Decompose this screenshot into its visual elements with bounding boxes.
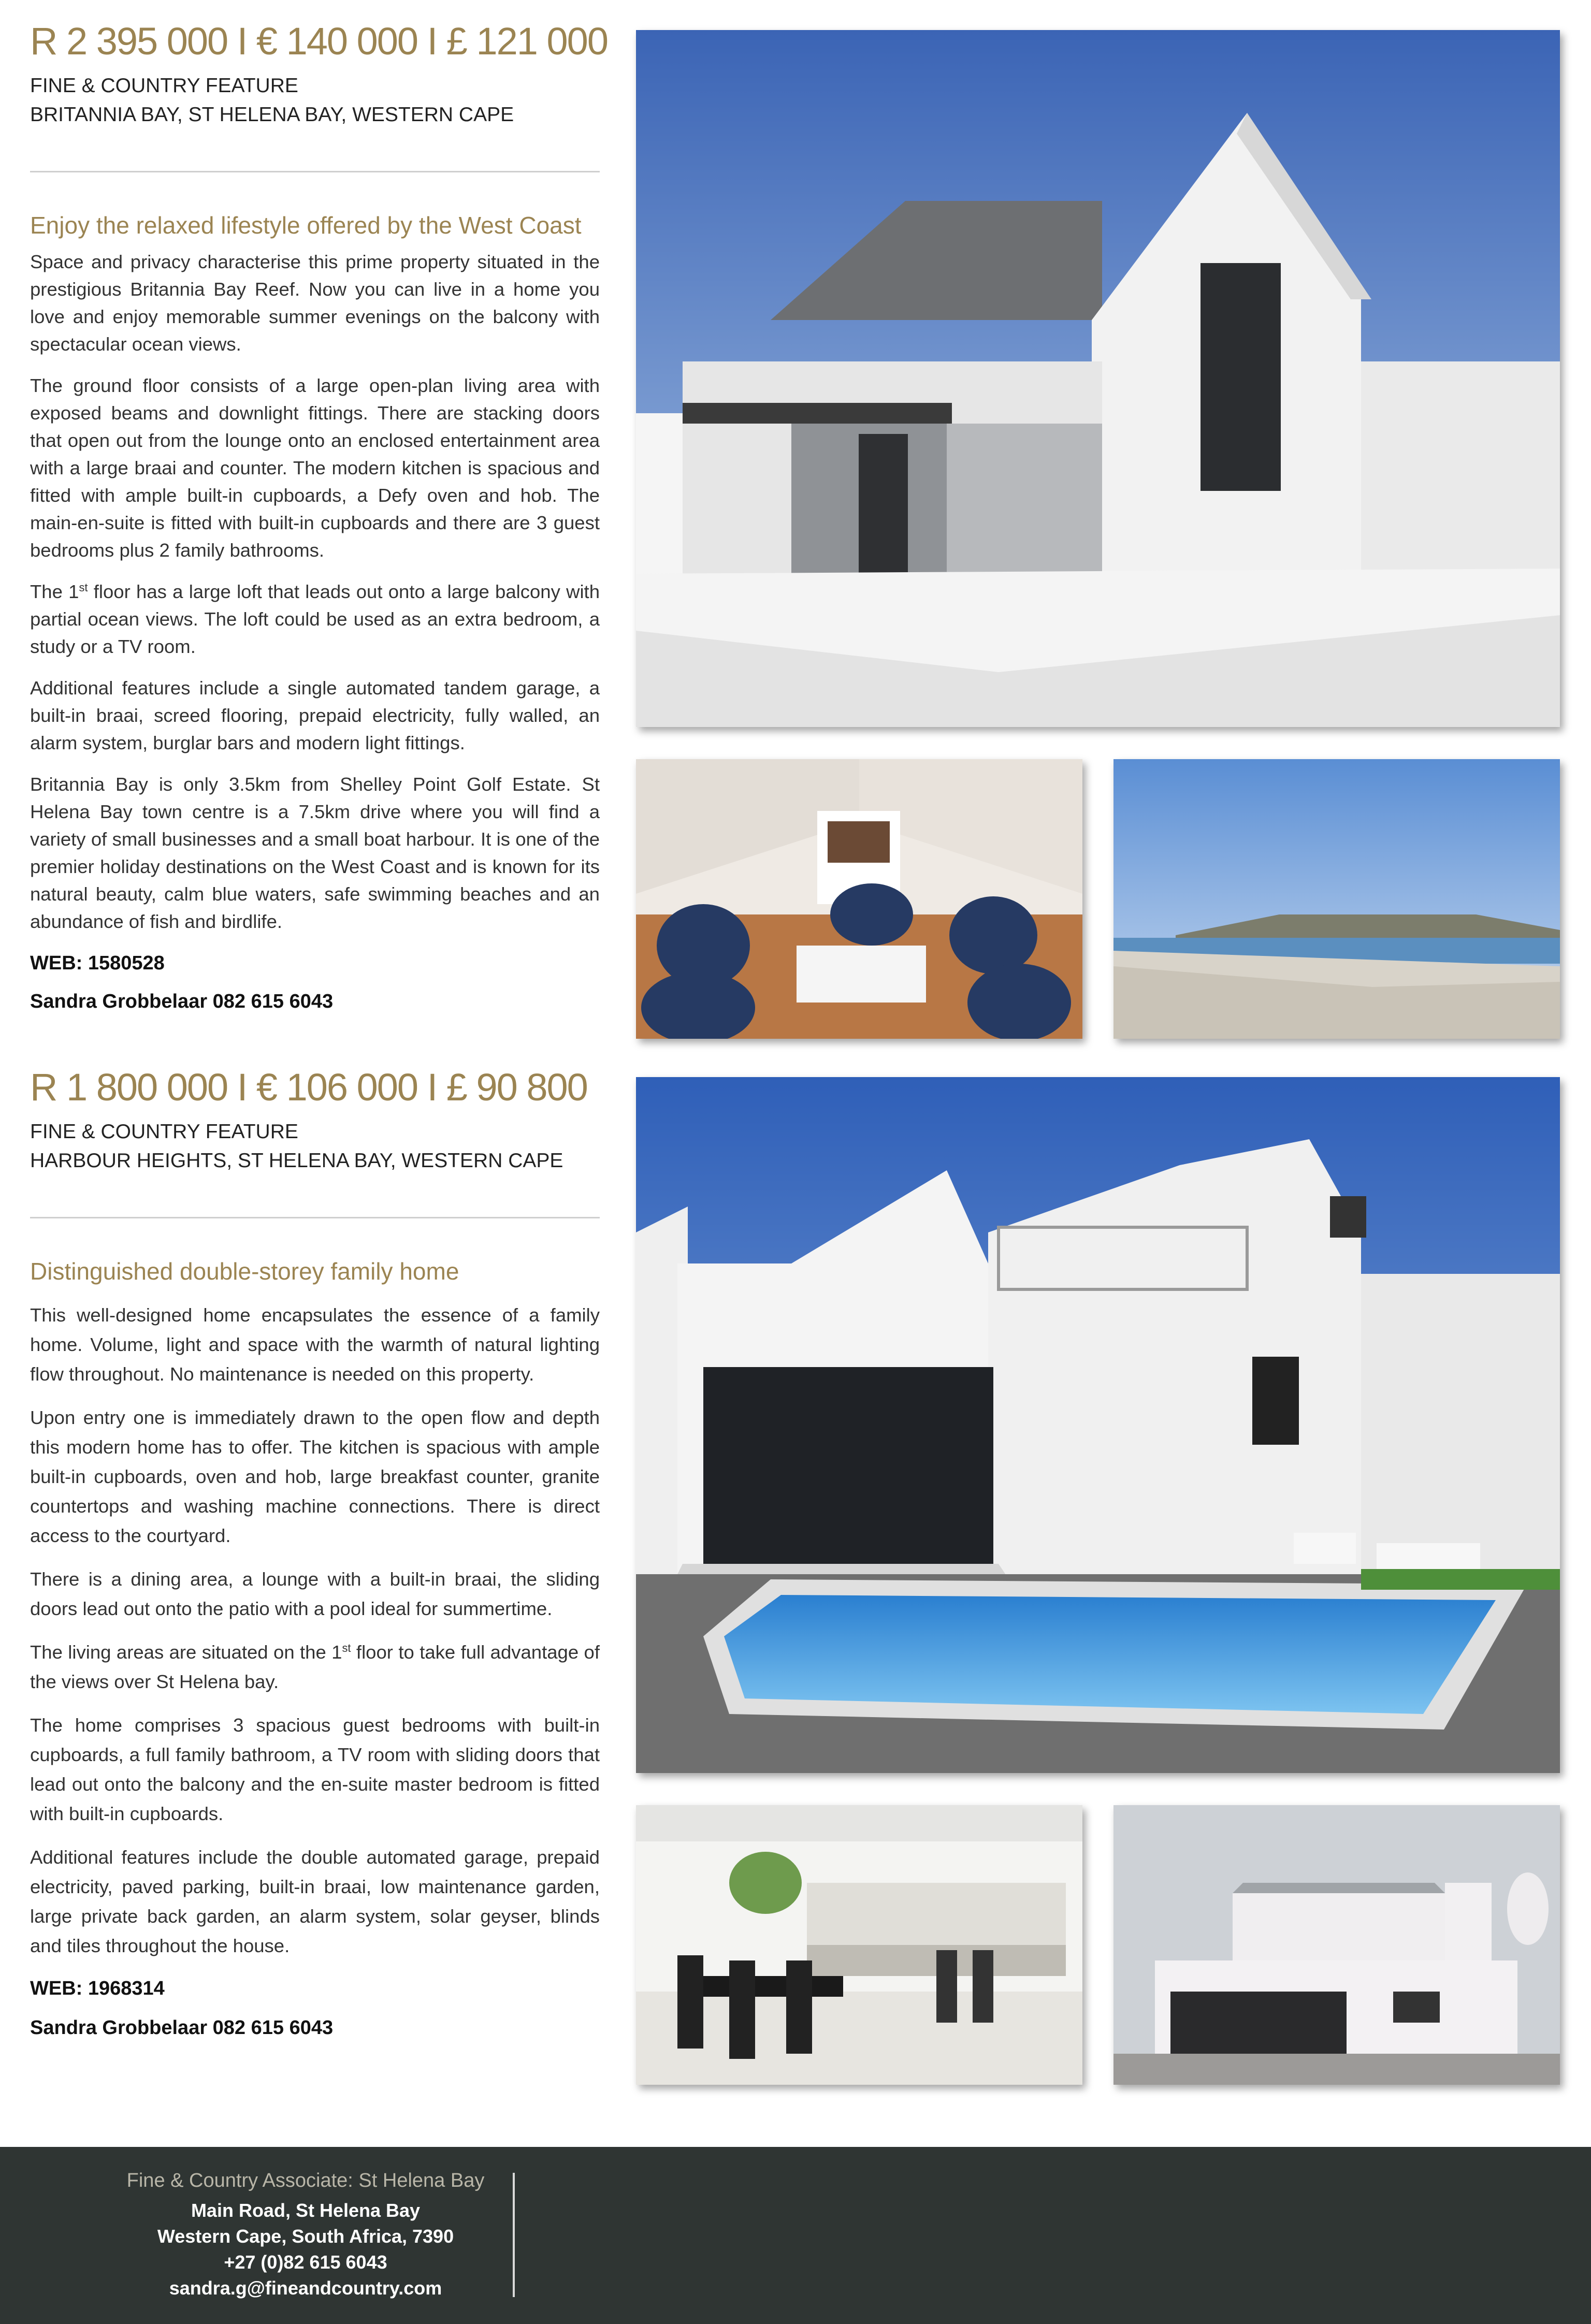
email-link[interactable]: sandra.g@fineandcountry.com [169, 2277, 442, 2299]
description-paragraph: Space and privacy characterise this prime property situated in the prestigious Britannia Bay Reef. Now you can live in a home you love and enjoy memorable summer evenings on the balcony with spectacular ocean views. [30, 251, 600, 355]
region-address: Western Cape, South Africa, 7390 [157, 2226, 454, 2247]
description-paragraph: The living areas are situated on the 1st floor to take full advantage of the views over St Helena bay. [30, 1641, 600, 1692]
description-paragraph: This well-designed home encapsulates the essence of a family home. Volume, light and space with the warmth of natural lighting flow throughout. No maintenance is needed on this property. [30, 1304, 600, 1385]
web-reference: WEB: 1968314 [30, 1978, 165, 1999]
description-paragraph: Britannia Bay is only 3.5km from Shelley Point Golf Estate. St Helena Bay town centre is a 7.5km drive where you will find a variety of small businesses and a small boat harbour. It is one of the premier holiday destinations on the West Coast and is known for its natural beauty, calm blue waters, safe swimming beaches and an abundance of fish and birdlife. [30, 774, 600, 932]
listing-price: R 1 800 000 I € 106 000 I £ 90 800 [30, 1066, 587, 1109]
description-paragraph: Additional features include a single automated tandem garage, a built-in braai, screed flooring, prepaid electricity, fully walled, an alarm system, burglar bars and modern light fittings. [30, 677, 600, 753]
listing-address: HARBOUR HEIGHTS, ST HELENA BAY, WESTERN CAPE [30, 1150, 563, 1172]
feature-label: FINE & COUNTRY FEATURE [30, 75, 298, 97]
footer [0, 2147, 1591, 2324]
description-paragraph: Additional features include the double automated garage, prepaid electricity, paved parking, built-in braai, low maintenance garden, large private back garden, an alarm system, solar geyser, blinds and tiles throughout the house. [30, 1847, 600, 1956]
feature-label: FINE & COUNTRY FEATURE [30, 1121, 298, 1143]
street-view-photo [1113, 1805, 1560, 2085]
listing-1-text [30, 20, 608, 1015]
phone-number: +27 (0)82 615 6043 [224, 2252, 387, 2273]
web-reference: WEB: 1580528 [30, 952, 165, 974]
description-paragraph: The ground floor consists of a large open-plan living area with exposed beams and downlight fittings. There are stacking doors that open out from the lounge onto an enclosed entertainment area with a large braai and counter. The modern kitchen is spacious and fitted with ample built-in cupboards, a Defy oven and hob. The main-en-suite is fitted with built-in cupboards and there are 3 guest bedrooms plus 2 family bathrooms. [30, 375, 600, 561]
listing-headline: Distinguished double-storey family home [30, 1258, 459, 1285]
street-address: Main Road, St Helena Bay [191, 2200, 421, 2221]
beach-photo [1113, 759, 1560, 1039]
description-paragraph: Upon entry one is immediately drawn to the open flow and depth this modern home has to offer. The kitchen is spacious with ample built-in cupboards, oven and hob, large breakfast counter, granite countertops and washing machine connections. There is direct access to the courtyard. [30, 1407, 600, 1546]
house-exterior-photo [636, 30, 1560, 727]
description-paragraph: There is a dining area, a lounge with a built-in braai, the sliding doors lead out onto the patio with a pool ideal for summertime. [30, 1568, 600, 1619]
associate-contact [52, 2168, 559, 2301]
listing-headline: Enjoy the relaxed lifestyle offered by the West Coast [30, 212, 582, 239]
listing-2-text [30, 1067, 600, 2042]
agent-contact: Sandra Grobbelaar 082 615 6043 [30, 991, 334, 1012]
description-paragraph: The home comprises 3 spacious guest bedrooms with built-in cupboards, a full family bathroom, a TV room with sliding doors that lead out onto the balcony and the en-suite master bedroom is fitted with built-in cupboards. [30, 1715, 600, 1824]
loft-interior-photo [636, 759, 1082, 1039]
associate-title: Fine & Country Associate: St Helena Bay [126, 2170, 485, 2191]
description-paragraph: The 1st floor has a large loft that leads out onto a large balcony with partial ocean views. The loft could be used as an extra bedroom, a study or a TV room. [30, 580, 600, 657]
footer-divider [513, 2173, 515, 2297]
listing-address: BRITANNIA BAY, ST HELENA BAY, WESTERN CAPE [30, 104, 514, 126]
listing-price: R 2 395 000 I € 140 000 I £ 121 000 [30, 20, 608, 63]
kitchen-dining-photo [636, 1805, 1082, 2085]
agent-contact: Sandra Grobbelaar 082 615 6043 [30, 2017, 334, 2039]
house-pool-photo [636, 1077, 1560, 1773]
